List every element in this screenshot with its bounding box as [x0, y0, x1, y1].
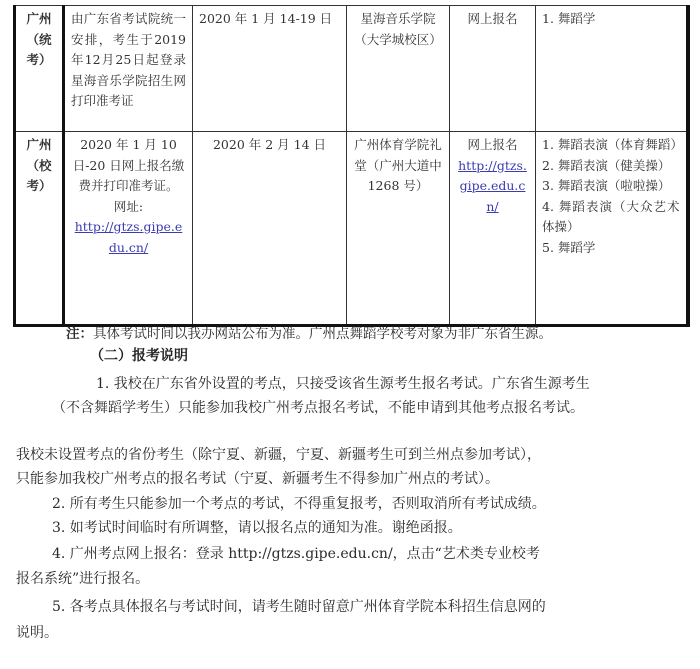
- location-text: （校: [26, 157, 52, 173]
- major-item: 3. 舞蹈表演（啦啦操）: [542, 178, 671, 193]
- location-text: 考）: [26, 52, 52, 67]
- exam-date-text: 2020 年 2 月 14 日: [212, 137, 327, 152]
- signup-cell: [450, 132, 536, 326]
- major-item: 4. 舞蹈表演（大众艺术体操）: [542, 198, 680, 234]
- location-text: 广州: [26, 137, 52, 152]
- paragraph-1-line-1: 1. 我校在广东省外设置的考点，只接受该省生源考生报名考试。广东省生源考生: [96, 376, 590, 392]
- signup-text: 网上报名: [467, 11, 518, 26]
- paragraph-2-line-1: 我校未设置考点的省份考生（除宁夏、新疆，宁夏、新疆考生可到兰州点参加考试），: [16, 447, 541, 463]
- exam-schedule-table: [13, 5, 690, 327]
- paragraph-4: 3. 如考试时间临时有所调整，请以报名点的通知为准。谢绝函报。: [52, 520, 462, 536]
- location-text: 考）: [26, 178, 52, 193]
- signup-cell: [450, 6, 536, 132]
- venue-text: 星海音乐学院（大学城校区）: [354, 11, 442, 47]
- venue-text: 广州体育学院礼堂（广州大道中 1268 号）: [354, 137, 442, 193]
- registration-cell: [64, 6, 193, 132]
- registration-text: 2020 年 1 月 10 日-20 日网上报名缴费并打印准考证。: [72, 137, 185, 193]
- exam-date-cell: [193, 6, 347, 132]
- venue-cell: [347, 6, 450, 132]
- majors-cell: [536, 132, 688, 326]
- signup-link[interactable]: http://gtzs.gipe.edu.cn/: [458, 157, 527, 214]
- exam-date-cell: [193, 132, 347, 326]
- registration-link[interactable]: http://gtzs.gipe.edu.cn/: [74, 219, 183, 255]
- venue-cell: [347, 132, 450, 326]
- paragraph-1-line-2: （不含舞蹈学考生）只能参加我校广州考点报名考试，不能申请到其他考点报名考试。: [52, 400, 584, 416]
- paragraph-5-line-2: 报名系统”进行报名。: [16, 571, 150, 587]
- exam-date-text: 2020 年 1 月 14-19 日: [199, 11, 333, 26]
- note-label: 注：: [66, 326, 93, 342]
- paragraph-6-line-2: 说明。: [16, 625, 58, 641]
- signup-text: 网上报名: [467, 137, 518, 152]
- paragraph-3: 2. 所有考生只能参加一个考点的考试，不得重复报考，否则取消所有考试成绩。: [52, 496, 546, 512]
- note-text: 具体考试时间以我办网站公布为准。广州点舞蹈学校考对象为非广东省生源。: [93, 326, 552, 342]
- majors-cell: [536, 6, 688, 132]
- major-item: 1. 舞蹈表演（体育舞蹈）: [542, 137, 683, 152]
- location-text: （统: [26, 31, 52, 47]
- section-title: （二）报考说明: [90, 348, 188, 364]
- paragraph-5-line-1: 4. 广州考点网上报名：登录 http://gtzs.gipe.edu.cn/，点击“艺术类专业校考: [52, 546, 540, 562]
- major-item: 1. 舞蹈学: [542, 11, 596, 26]
- location-text: 广州: [26, 11, 52, 26]
- registration-text: 由广东省考试院统一安排，考生于2019年12月25日起登录星海音乐学院招生网打印准考证: [71, 11, 186, 108]
- table-row: [15, 6, 688, 132]
- major-item: 5. 舞蹈学: [542, 239, 596, 255]
- location-cell: [15, 132, 64, 326]
- table-note: [66, 324, 552, 344]
- major-item: 2. 舞蹈表演（健美操）: [542, 157, 671, 173]
- registration-cell: [64, 132, 193, 326]
- paragraph-2-line-2: 只能参加我校广州考点的报名考试（宁夏、新疆考生不得参加广州点的考试）。: [16, 471, 499, 487]
- paragraph-6-line-1: 5. 各考点具体报名与考试时间，请考生随时留意广州体育学院本科招生信息网的: [52, 599, 546, 615]
- table-row: [15, 132, 688, 326]
- registration-text: 网址:: [113, 198, 144, 214]
- location-cell: [15, 6, 64, 132]
